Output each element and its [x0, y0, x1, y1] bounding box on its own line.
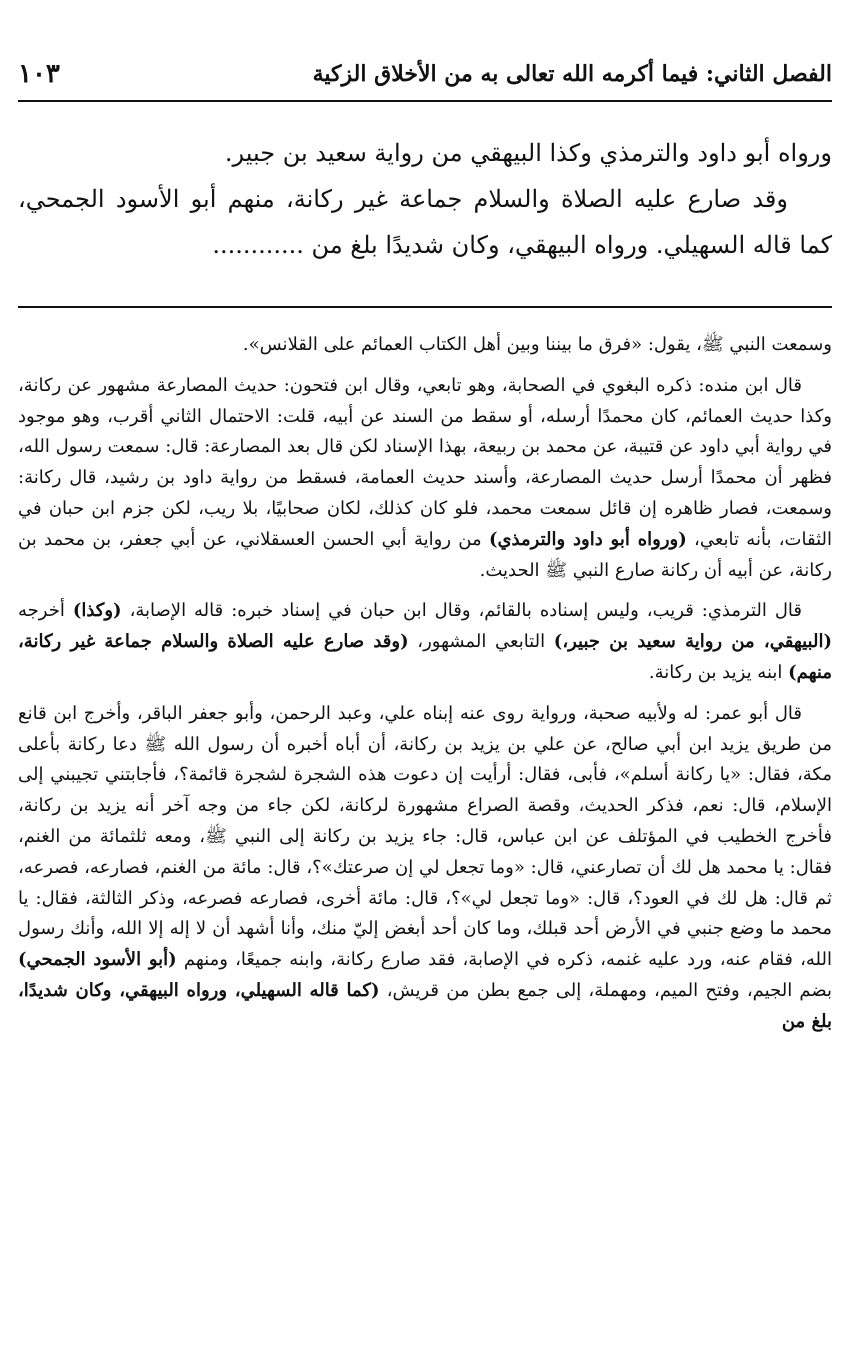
- footnote-2-text: قال ابن منده: ذكره البغوي في الصحابة، وهو تابعي، وقال ابن فتحون: حديث المصارعة مشهور عن ركانة، وكذا حديث العمائم، كان محمدًا أرسله، أو سقط من السند عن أبيه، قلت: الاحتمال الثاني أقرب، وهو موجود في رواية أبي داود عن قتيبة، عن محمد بن ربيعة، بهذا الإسناد لكن قال بعد المصارعة: قال: سمعت رسول الله، فظهر أن محمدًا أرسل حديث المصارعة، وأسند حديث العمامة، فسقط من رواية داود بن رشيد، قال ركانة: وسمعت، فصار ظاهره إن قائل سمعت محمد، فلو كان كذلك، لكان صحابيًا، بلا ريب، لكن جزم ابن حبان في الثقات، بأنه تابعي،: [18, 374, 832, 550]
- footnote-paragraph-2: [18, 371, 832, 587]
- header-rule: [18, 100, 832, 102]
- page-header: [18, 50, 832, 98]
- footnote-3-d: التابعي المشهور،: [417, 631, 546, 653]
- footnote-4-bold-2: (كما قاله السهيلي، ورواه البيهقي، وكان شديدًا، بلغ من: [18, 979, 832, 1032]
- running-title: الفصل الثاني: فيما أكرمه الله تعالى به من الأخلاق الزكية: [312, 61, 832, 87]
- footnote-4-bold-1: (أبو الأسود الجمحي): [18, 949, 177, 971]
- footnote-4-a: قال أبو عمر: له ولأبيه صحبة، ورواية روى عنه إبناه علي، وعبد الرحمن، وأبو جعفر الباقر، وأخرج ابن قانع من طريق يزيد ابن أبي صالح، عن علي بن يزيد بن ركانة، أن أباه أخبره أن رسول الله ﷺ دعا ركانة بأعلى مكة، فقال: «يا ركانة أسلم»، فأبى، فقال: أرأيت إن دعوت هذه الشجرة لشجرة قائمة؟، فأجابتني تجيبني إلى الإسلام، قال: نعم، فذكر الحديث، وقصة الصراع مشهورة لركانة، لكن جاء من وجه آخر أنه يزيد بن ركانة، فأخرج الخطيب في المؤتلف عن ابن عباس، قال: جاء يزيد بن ركانة إلى النبي ﷺ، ومعه ثلثمائة من الغنم، فقال: يا محمد هل لك أن تصارعني، قال: «وما تجعل لي إن صرعتك»؟، قال: مائة من الغنم، فصارعه، فصرعه، ثم قال: هل لك في العود؟، قال: «وما تجعل لي»؟، قال: مائة أخرى، فصارعه فصرعه، وذكر الثالثة، فقال: يا محمد ما وضع جنبي في الأرض أحد قبلك، وما كان أحد أبغض إليّ منك، وأنا أشهد أن لا إله إلا الله، وأنك رسول الله، فقام عنه، ورد عليه غنمه، ذكره في الإصابة، فقد صارع ركانة، وابنه جميعًا، ومنهم: [18, 702, 833, 971]
- main-paragraph-2: وقد صارع عليه الصلاة والسلام جماعة غير ركانة، منهم أبو الأسود الجمحي، كما قاله السهيلي. ورواه البيهقي، وكان شديدًا بلغ من ............: [18, 185, 832, 259]
- main-paragraph-1: ورواه أبو داود والترمذي وكذا البيهقي من رواية سعيد بن جبير.: [224, 139, 832, 167]
- footnote-3-bold-3: (وقد صارع عليه الصلاة والسلام جماعة غير ركانة، منهم): [18, 631, 832, 683]
- page: [18, 0, 832, 1359]
- footnote-separator: [18, 306, 832, 308]
- main-text: [18, 130, 832, 268]
- footnote-4-c: بضم الجيم، وفتح الميم، ومهملة، إلى جمع بطن من قريش،: [386, 979, 832, 1001]
- page-number: ١٠٣: [18, 59, 60, 89]
- footnote-3-bold-2: (البيهقي، من رواية سعيد بن جبير،): [553, 631, 832, 653]
- footnote-3-e: ابنه يزيد بن ركانة.: [648, 661, 783, 683]
- footnote-2-end: من رواية أبي الحسن العسقلاني، عن أبي جعفر، بن محمد بن ركانة، عن أبيه أن ركانة صارع النبي ﷺ الحديث.: [18, 528, 832, 581]
- footnote-paragraph-4: [18, 699, 832, 1038]
- footnote-2-bold: (ورواه أبو داود والترمذي): [488, 528, 687, 550]
- footnote-3-a: قال الترمذي: قريب، وليس إسناده بالقائم، وقال ابن حبان في إسناد خبره: قاله الإصابة،: [129, 600, 802, 622]
- footnote-paragraph-1: وسمعت النبي ﷺ، يقول: «فرق ما بيننا وبين أهل الكتاب العمائم على القلانس».: [242, 334, 832, 355]
- footnote-3-bold-1: (وكذا): [72, 600, 122, 622]
- footnote-paragraph-3: [18, 596, 832, 688]
- footnote-3-c: أخرجه: [18, 600, 65, 622]
- footnotes: [18, 330, 832, 1038]
